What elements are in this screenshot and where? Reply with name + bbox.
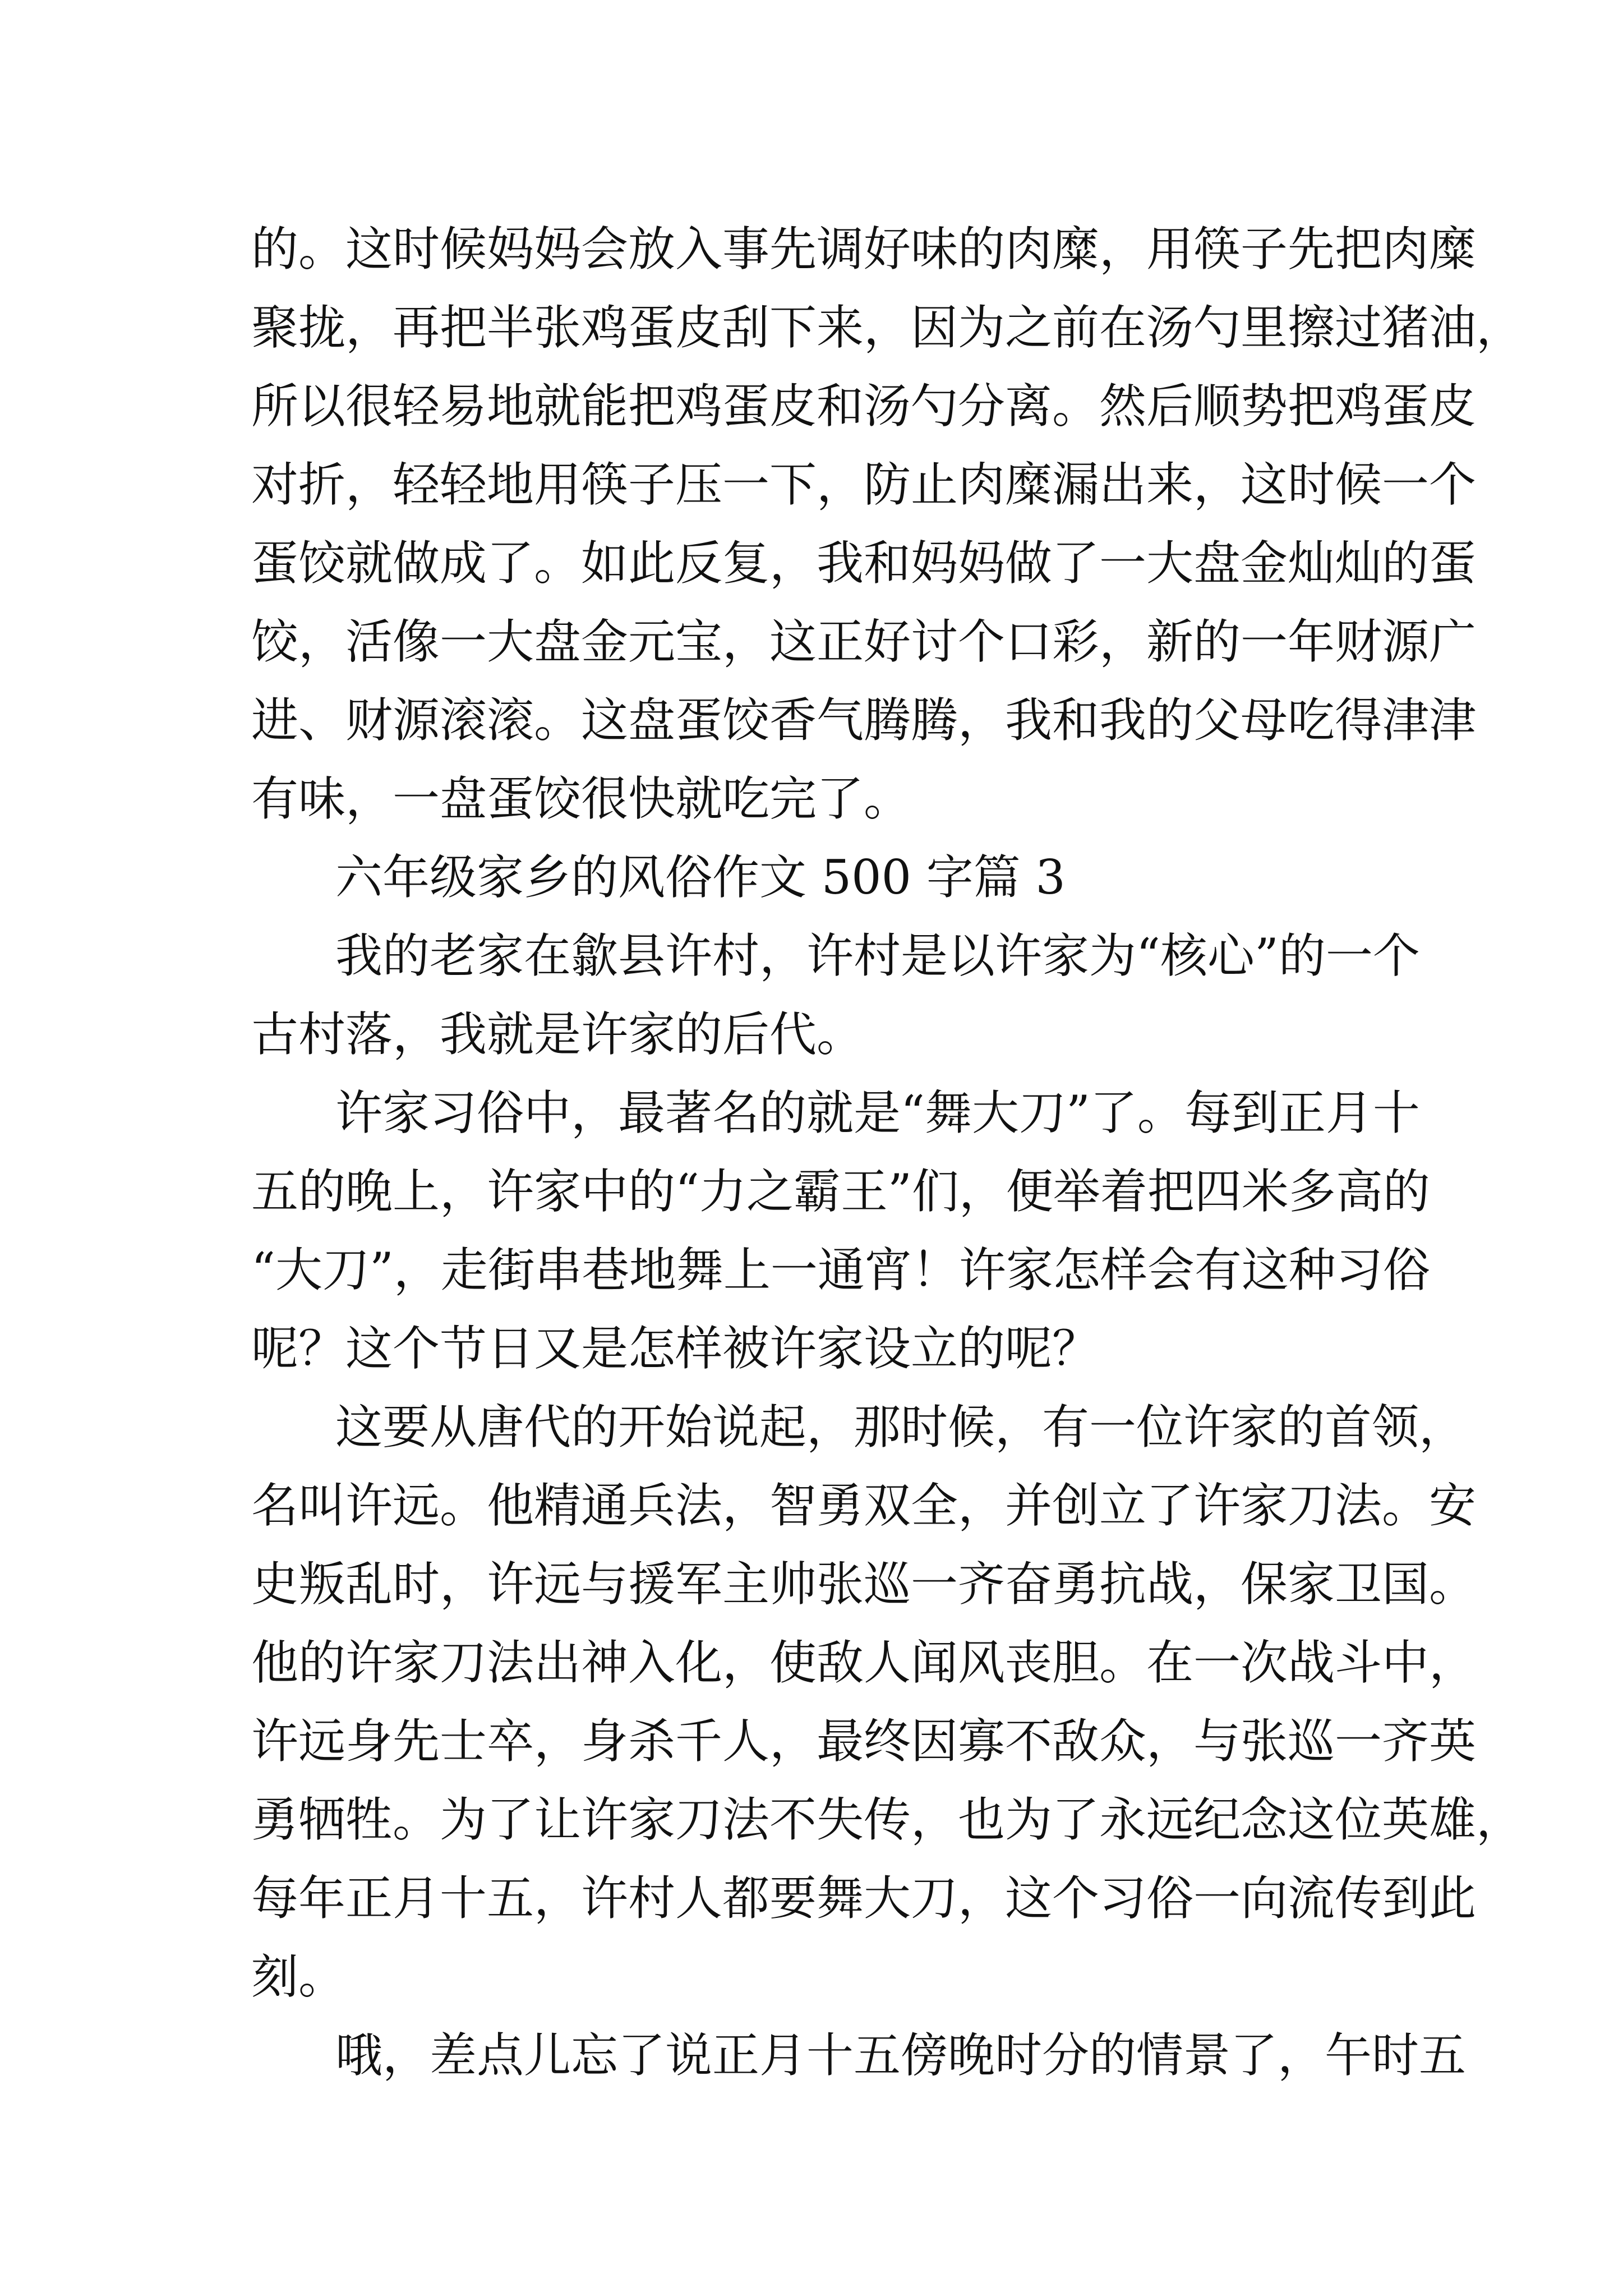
text-line: 古村落，我就是许家的后代。 — [251, 1007, 864, 1062]
text-line: 名叫许远。他精通兵法，智勇双全，并创立了许家刀法。安 — [251, 1478, 1477, 1533]
text-line: 呢？这个节日又是怎样被许家设立的呢？ — [251, 1321, 1100, 1376]
text-line: 每年正月十五，许村人都要舞大刀，这个习俗一向流传到此 — [251, 1871, 1477, 1926]
text-line: 许远身先士卒，身杀千人，最终因寡不敌众，与张巡一齐英 — [251, 1714, 1477, 1769]
section-heading: 六年级家乡的风俗作文 500 字篇 3 — [335, 850, 1066, 905]
text-line: 蛋饺就做成了。如此反复，我和妈妈做了一大盘金灿灿的蛋 — [251, 536, 1477, 591]
text-line: 刻。 — [251, 1949, 346, 2004]
text-line: 五的晚上，许家中的“力之霸王”们，便举着把四米多高的 — [251, 1164, 1430, 1219]
text-line: 勇牺牲。为了让许家刀法不失传，也为了永远纪念这位英雄， — [251, 1792, 1524, 1847]
text-line: 饺，活像一大盘金元宝，这正好讨个口彩，新的一年财源广 — [251, 614, 1477, 669]
paragraph-first-line: 这要从唐代的开始说起，那时候，有一位许家的首领， — [335, 1400, 1467, 1455]
text-line: 所以很轻易地就能把鸡蛋皮和汤勺分离。然后顺势把鸡蛋皮 — [251, 379, 1477, 434]
text-line: 他的许家刀法出神入化，使敌人闻风丧胆。在一次战斗中， — [251, 1635, 1477, 1690]
text-line: “大刀”，走街串巷地舞上一通宵！许家怎样会有这种习俗 — [251, 1243, 1430, 1297]
paragraph-first-line: 我的老家在歙县许村，许村是以许家为“核心”的一个 — [335, 928, 1420, 983]
paragraph-first-line: 许家习俗中，最著名的就是“舞大刀”了。每到正月十 — [335, 1085, 1420, 1140]
paragraph-first-line: 哦，差点儿忘了说正月十五傍晚时分的情景了，午时五 — [335, 2028, 1467, 2083]
text-line: 进、财源滚滚。这盘蛋饺香气腾腾，我和我的父母吃得津津 — [251, 693, 1477, 748]
text-line: 史叛乱时，许远与援军主帅张巡一齐奋勇抗战，保家卫国。 — [251, 1557, 1477, 1612]
text-line: 有味，一盘蛋饺很快就吃完了。 — [251, 771, 911, 826]
text-line: 对折，轻轻地用筷子压一下，防止肉糜漏出来，这时候一个 — [251, 457, 1477, 512]
text-line: 的。这时候妈妈会放入事先调好味的肉糜，用筷子先把肉糜 — [251, 222, 1477, 277]
text-line: 聚拢，再把半张鸡蛋皮刮下来，因为之前在汤勺里擦过猪油， — [251, 300, 1524, 355]
